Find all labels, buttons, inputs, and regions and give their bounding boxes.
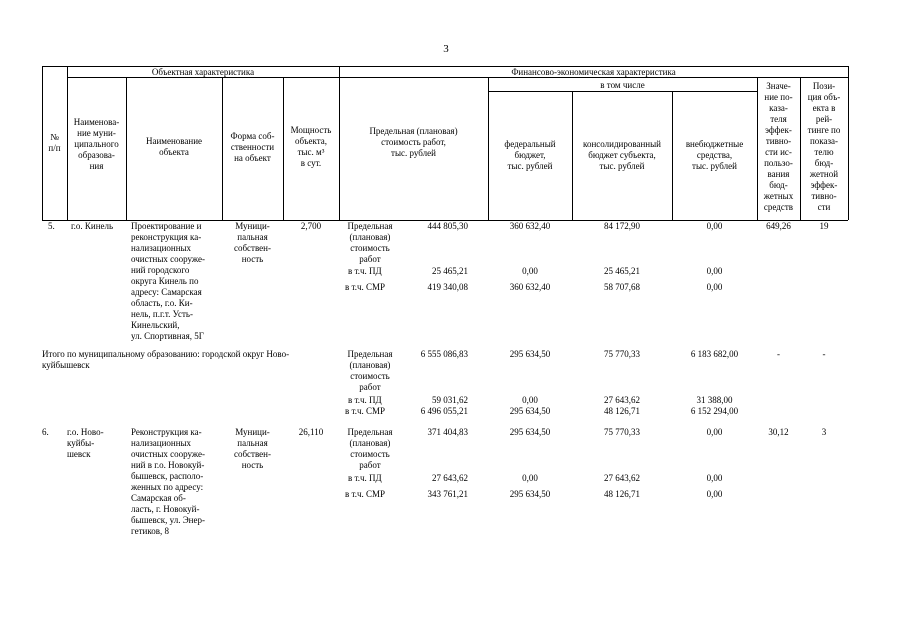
total-cost: 6 555 086,83 [420,349,468,359]
header-capacity: Мощность объекта, тыс. м³ в сут. [290,125,332,168]
row-pd-extrabudget: 0,00 [706,266,723,276]
row-federal: 295 634,50 [509,427,551,437]
row-pd-federal: 0,00 [522,473,538,483]
header-municipality: Наименова- ние муни- ципального образова- ния [73,117,120,171]
total-pd-cost: 59 031,62 [432,395,468,405]
row-cost-label: Предельная (плановая) стоимость работ [347,221,393,264]
total-label: Итого по муниципальному образованию: городской округ Ново- куйбышевск [42,349,290,370]
total-smr-extrabudget: 6 152 294,00 [690,406,739,416]
row-smr-consolidated: 48 126,71 [604,489,640,499]
total-rank: - [822,349,826,359]
row-smr-consolidated: 58 707,68 [604,282,640,292]
total-smr-label: в т.ч. СМР [345,406,386,416]
total-extrabudget: 6 183 682,00 [690,349,739,359]
row-cost: 444 805,30 [427,221,468,231]
header-object-name: Наименование объекта [145,136,203,157]
row-smr-label: в т.ч. СМР [345,282,386,292]
row-pd-consolidated: 25 465,21 [604,266,640,276]
total-federal: 295 634,50 [509,349,551,359]
row-indicator: 30,12 [768,427,789,437]
row-smr-cost: 419 340,08 [427,282,468,292]
total-pd-extrabudget: 31 388,00 [696,395,733,405]
row-pd-cost: 25 465,21 [432,266,468,276]
row-municipality: г.о. Ново- куйбы- шевск [67,427,104,459]
row-num: 5. [48,221,55,231]
row-capacity: 2,700 [300,221,322,231]
header-num: № п/п [48,132,61,153]
row-smr-cost: 343 761,21 [427,489,468,499]
header-ownership: Форма соб- ственности на объект [230,131,275,163]
total-indicator: - [777,349,780,359]
row-cost: 371 404,83 [427,427,468,437]
row-cost-label: Предельная (плановая) стоимость работ [347,427,393,470]
row-pd-label: в т.ч. ПД [348,473,382,483]
row-smr-extrabudget: 0,00 [706,282,723,292]
total-smr-federal: 295 634,50 [509,406,551,416]
total-smr-consolidated: 48 126,71 [604,406,640,416]
total-cost-label: Предельная (плановая) стоимость работ [347,349,393,392]
row-smr-extrabudget: 0,00 [706,489,723,499]
header-consolidated: консолидированный бюджет субъекта, тыс. рублей [583,139,661,171]
row-extrabudget: 0,00 [706,221,723,231]
row-object-name: Реконструкция ка- нализационных очистных сооруже- ний в г.о. Новокуй- бышевск, располо- женных по адресу: Самарская об- ласть, г. Новокуй- бышевск, ул. Энер- гетиков, 8 [131,427,205,536]
row-pd-extrabudget: 0,00 [706,473,723,483]
row-ownership: Муници- пальная собствен- ность [233,221,271,264]
header-max-cost: Предельная (плановая) стоимость работ, тыс. рублей [369,126,458,158]
header-indicator: Значе- ние по- каза- теля эффек- тивно- сти ис- пользо- вания бюд- жетных средств [763,81,794,212]
total-pd-federal: 0,00 [522,395,538,405]
row-num: 6. [42,427,49,437]
total-smr-cost: 6 496 055,21 [420,406,468,416]
page-number: 3 [443,43,449,55]
row-ownership: Муници- пальная собствен- ность [233,427,271,470]
row-pd-label: в т.ч. ПД [348,266,382,276]
row-pd-consolidated: 27 643,62 [604,473,640,483]
row-pd-cost: 27 643,62 [432,473,468,483]
total-pd-label: в т.ч. ПД [348,395,382,405]
row-federal: 360 632,40 [509,221,551,231]
row-consolidated: 75 770,33 [604,427,640,437]
row-object-name: Проектирование и реконструкция ка- нализационных очистных сооруже- ний городского округа Кинель по адресу: Самарская область, г.о. Ки- нель, п.г.т. Усть- Кинельский, ул. Спортивная, 5Г [131,221,205,341]
total-consolidated: 75 770,33 [604,349,640,359]
row-smr-label: в т.ч. СМР [345,489,386,499]
group-object-header: Объектная характеристика [151,67,255,77]
group-finance-header: Финансово-экономическая характеристика [511,67,676,77]
row-capacity: 26,110 [298,427,324,437]
row-indicator: 649,26 [766,221,791,231]
header-extrabudget: внебюджетные средства, тыс. рублей [685,139,744,171]
row-smr-federal: 295 634,50 [509,489,551,499]
header-rank: Пози- ция объ- екта в рей- тинге по показа- телю бюд- жетной эффек- тивно- сти [807,81,841,212]
row-rank: 19 [819,221,829,231]
header-federal: федеральный бюджет, тыс. рублей [504,139,556,171]
row-pd-federal: 0,00 [522,266,538,276]
row-extrabudget: 0,00 [706,427,723,437]
row-consolidated: 84 172,90 [604,221,640,231]
row-smr-federal: 360 632,40 [509,282,551,292]
row-rank: 3 [821,427,827,437]
in-that-number-header: в том числе [600,80,645,90]
total-pd-consolidated: 27 643,62 [604,395,640,405]
row-municipality: г.о. Кинель [71,221,114,231]
